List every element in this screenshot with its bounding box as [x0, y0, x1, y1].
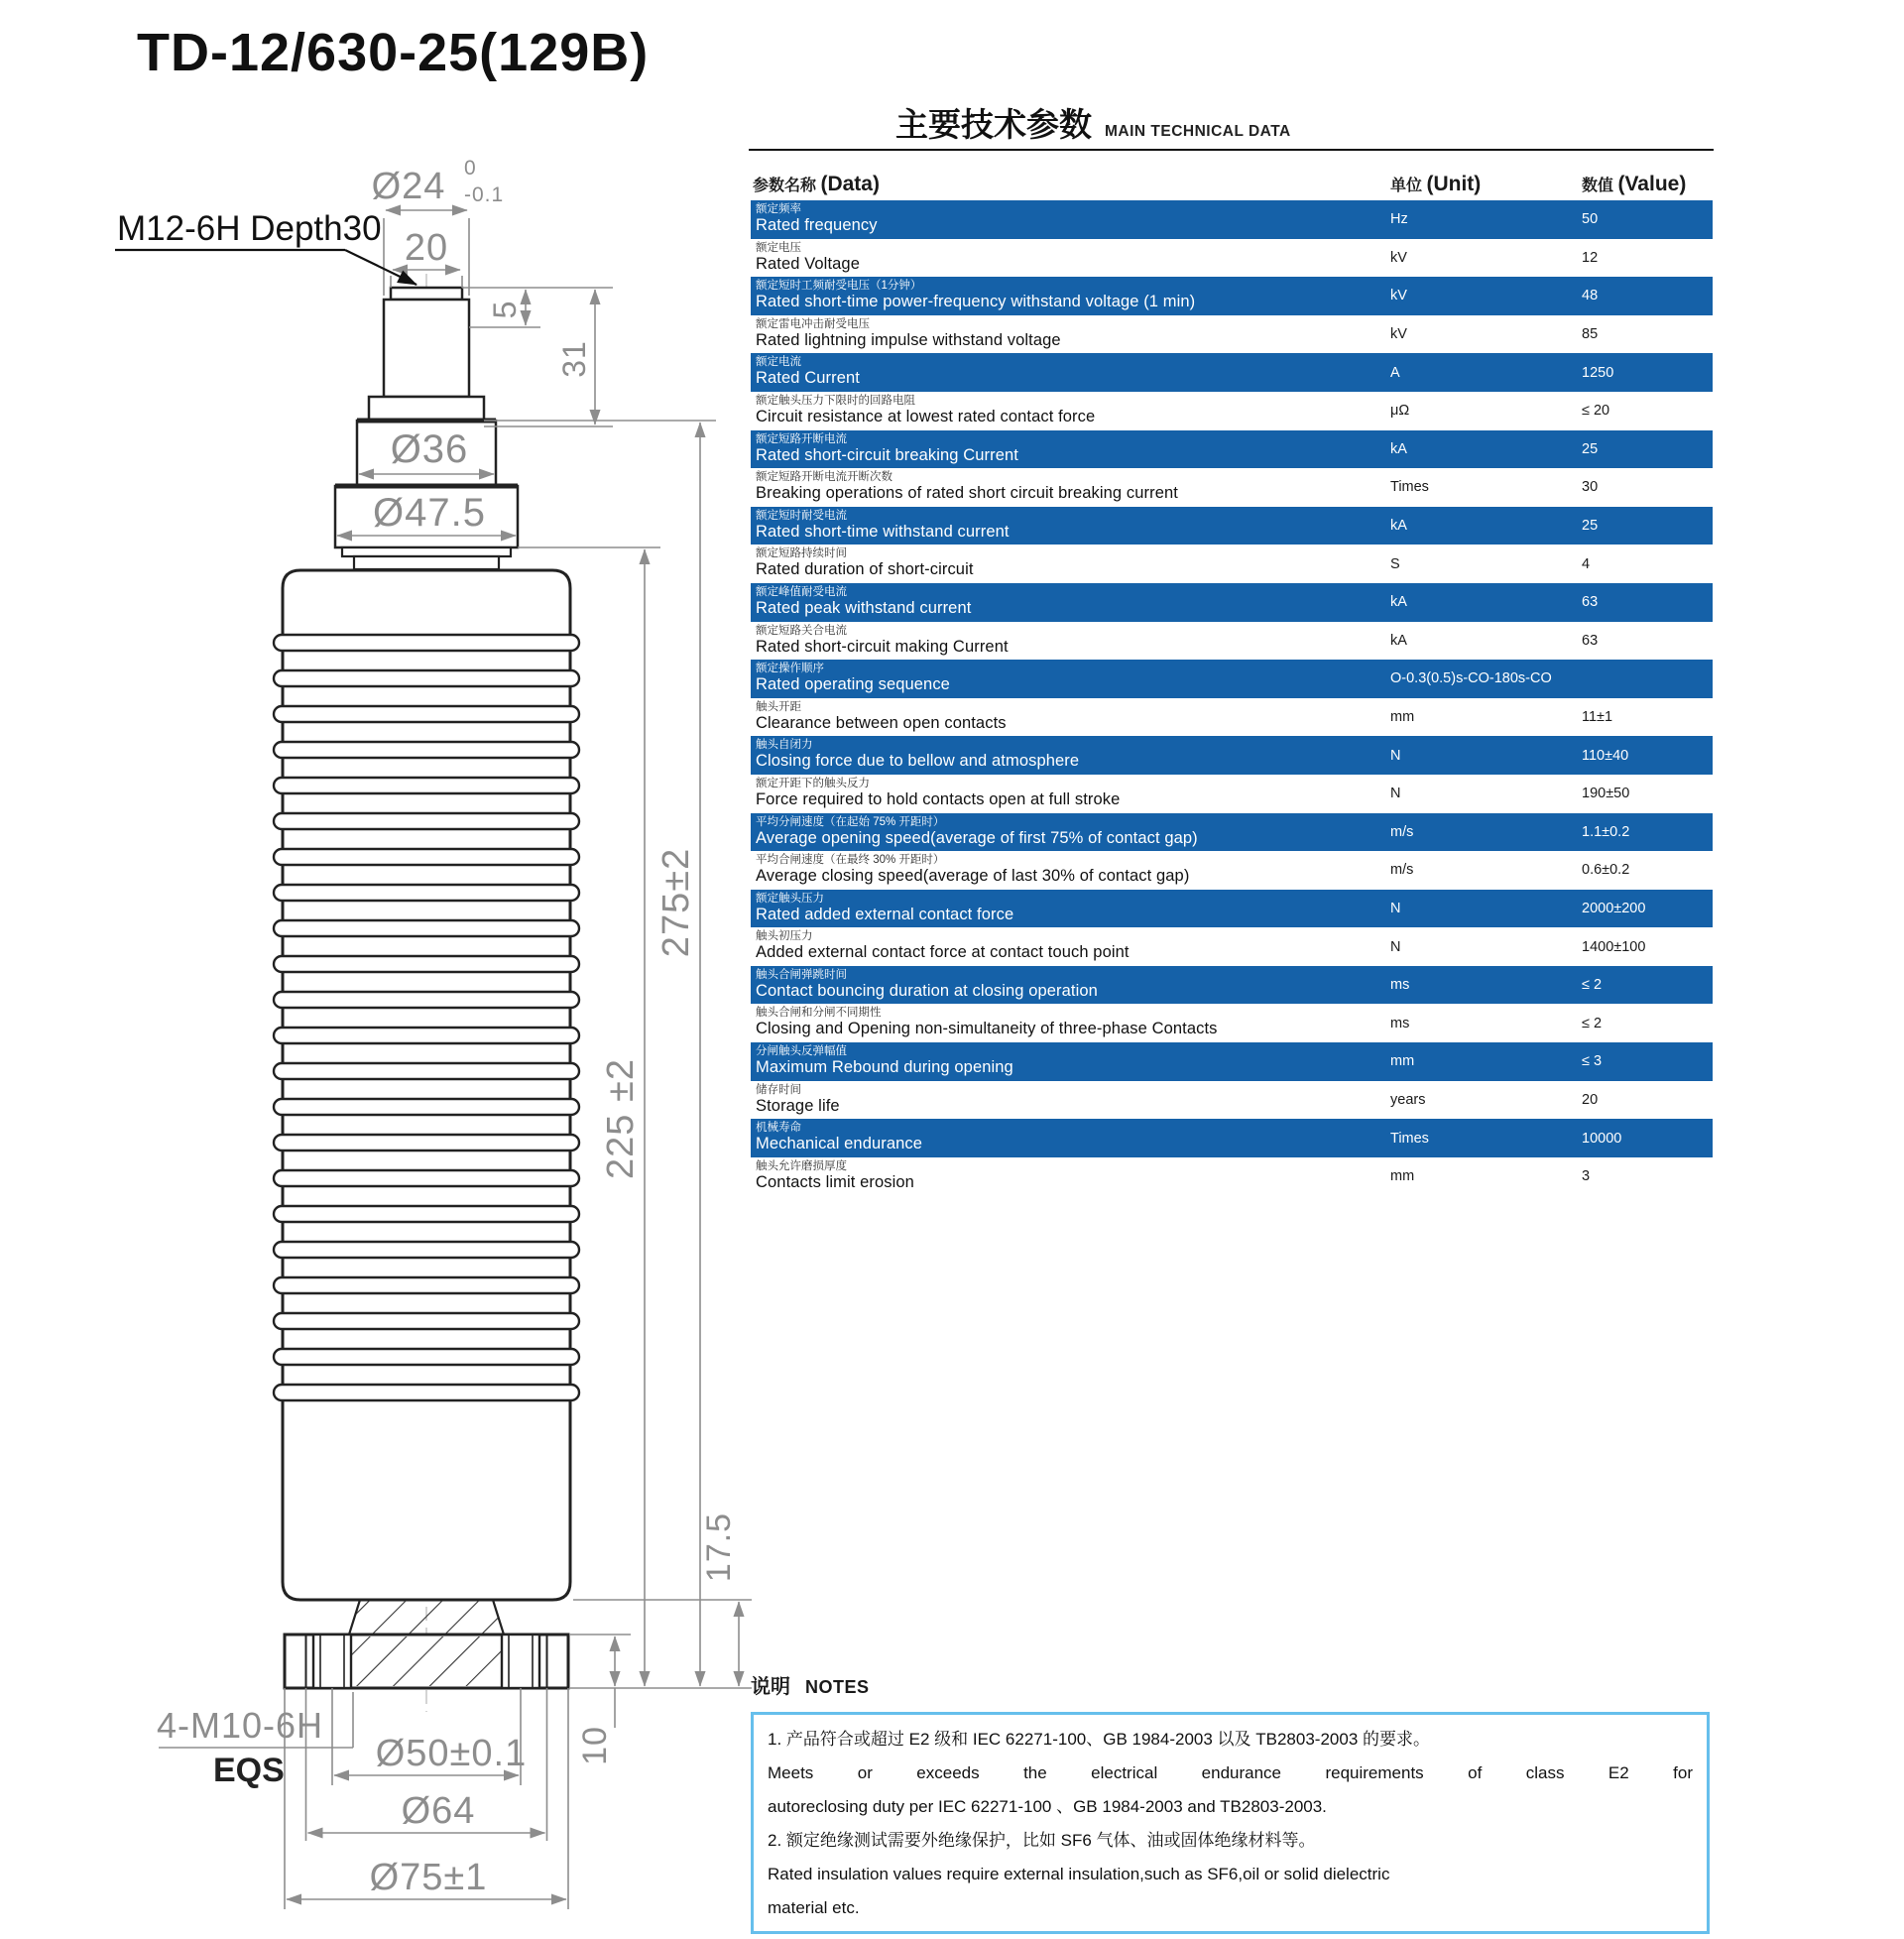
parameter-value: 110±40	[1582, 747, 1629, 764]
parameter-value: 25	[1582, 518, 1599, 535]
dim-label-5: 5	[487, 300, 523, 319]
parameter-unit: kA	[1390, 632, 1407, 649]
table-row	[751, 200, 1713, 239]
parameter-value: 50	[1582, 211, 1599, 228]
parameter-name: 额定操作顺序 Rated operating sequence	[756, 663, 950, 694]
table-row	[751, 622, 1713, 661]
table-row	[751, 468, 1713, 507]
parameter-name: 额定短路开断电流 Rated short-circuit breaking Current	[756, 432, 1018, 464]
table-row	[751, 277, 1713, 315]
parameter-unit: kA	[1390, 440, 1407, 457]
parameter-name: 触头自闭力 Closing force due to bellow and atmosphere	[756, 739, 1080, 771]
table-rows	[751, 200, 1713, 1195]
dim-label-17-5: 17.5	[700, 1512, 738, 1583]
table-row	[751, 736, 1713, 775]
parameter-value: 4	[1582, 555, 1591, 572]
table-row	[751, 927, 1713, 966]
table-row	[751, 813, 1713, 852]
parameter-value: 1250	[1582, 364, 1614, 381]
parameter-name: 触头初压力 Added external contact force at contact touch point	[756, 930, 1130, 962]
parameter-name: 额定短时工频耐受电压（1分钟） Rated short-time power-frequency withstand voltage (1 min)	[756, 280, 1196, 311]
table-row	[751, 507, 1713, 545]
parameter-value: ≤ 20	[1582, 403, 1610, 420]
parameter-unit: kV	[1390, 326, 1407, 343]
parameter-value: 85	[1582, 326, 1599, 343]
table-row	[751, 392, 1713, 430]
parameter-name: 额定触头压力下限时的回路电阻 Circuit resistance at lowest rated contact force	[756, 394, 1096, 425]
column-header-value: 数值 (Value)	[1582, 173, 1687, 195]
parameter-value: 1400±100	[1582, 938, 1646, 955]
parameter-unit: kV	[1390, 249, 1407, 266]
parameter-value: 11±1	[1582, 709, 1613, 726]
parameter-name: 额定触头压力 Rated added external contact force	[756, 892, 1014, 923]
parameter-unit: ms	[1390, 1015, 1410, 1031]
heading-rule	[749, 149, 1714, 151]
table-row	[751, 966, 1713, 1005]
table-row	[751, 890, 1713, 928]
parameter-unit: Times	[1390, 479, 1429, 496]
table-row	[751, 353, 1713, 392]
parameter-value: 63	[1582, 594, 1599, 611]
dim-label-dia24-tol-bottom: -0.1	[464, 183, 505, 206]
parameter-name: 分闸触头反弹幅值 Maximum Rebound during opening	[756, 1045, 1013, 1077]
parameter-value: 2000±200	[1582, 900, 1646, 916]
note-line: 2. 额定绝缘测试需要外绝缘保护，比如 SF6 气体、油或固体绝缘材料等。	[768, 1831, 1316, 1850]
parameter-unit: m/s	[1390, 862, 1414, 879]
table-header	[751, 157, 1713, 200]
table-row	[751, 1157, 1713, 1196]
parameter-name: 额定开距下的触头反力 Force required to hold contacts open at full stroke	[756, 777, 1121, 808]
parameter-unit: Times	[1390, 1130, 1429, 1147]
table-row	[751, 851, 1713, 890]
m12-callout	[115, 209, 416, 285]
dim-label-dia64: Ø64	[401, 1790, 476, 1832]
note-line: Meets or exceeds the electrical endurance requirements of class E2 for	[768, 1763, 1693, 1782]
parameter-unit: mm	[1390, 1168, 1415, 1185]
heading-zh: 主要技术参数	[895, 106, 1092, 143]
dim-label-dia24: Ø24	[371, 166, 446, 207]
parameter-value: 1.1±0.2	[1582, 823, 1630, 840]
table-row	[751, 545, 1713, 583]
note-line: Rated insulation values require external insulation,such as SF6,oil or solid dielectric	[768, 1865, 1390, 1883]
parameter-name: 额定频率 Rated frequency	[756, 203, 878, 234]
dim-label-dia47-5: Ø47.5	[373, 491, 486, 535]
dim-label-275: 275±2	[655, 847, 697, 958]
parameter-value: ≤ 3	[1582, 1053, 1603, 1070]
dim-label-dia24-tol-top: 0	[464, 157, 477, 180]
dim-label-225: 225 ±2	[600, 1058, 642, 1179]
parameter-name: 额定短路开断电流开断次数 Breaking operations of rated short circuit breaking current	[756, 471, 1178, 503]
bolt-callout-line2: EQS	[213, 1752, 285, 1789]
parameter-name: 额定短时耐受电流 Rated short-time withstand current	[756, 509, 1010, 541]
notes-label: 说明 NOTES	[751, 1676, 870, 1698]
table-row	[751, 1042, 1713, 1081]
table-row	[751, 1004, 1713, 1042]
parameter-value: 190±50	[1582, 786, 1630, 802]
parameter-name: 平均分闸速度（在起始 75% 开距时） Average opening speed(average of first 75% of contact gap)	[756, 815, 1198, 847]
column-header-unit: 单位 (Unit)	[1390, 173, 1482, 195]
parameter-name: 触头允许磨损厚度 Contacts limit erosion	[756, 1159, 914, 1191]
parameter-unit: years	[1390, 1091, 1426, 1108]
table-row	[751, 1081, 1713, 1120]
parameter-unit: N	[1390, 900, 1401, 916]
bolt-callout-line1: 4-M10-6H	[157, 1705, 324, 1746]
note-line: material etc.	[768, 1898, 860, 1917]
table-row	[751, 775, 1713, 813]
parameter-name: 额定电压 Rated Voltage	[756, 241, 860, 273]
parameter-value: 0.6±0.2	[1582, 862, 1630, 879]
parameter-unit: ms	[1390, 977, 1410, 994]
technical-data-heading	[895, 99, 1291, 146]
dim-label-31: 31	[556, 340, 592, 378]
parameter-value: 10000	[1582, 1130, 1622, 1147]
parameter-name: 额定雷电冲击耐受电压 Rated lightning impulse withstand voltage	[756, 317, 1061, 349]
dim-label-dia36: Ø36	[390, 427, 469, 471]
parameter-unit: A	[1390, 364, 1400, 381]
parameter-unit: O-0.3(0.5)s-CO-180s-CO	[1390, 670, 1552, 687]
parameter-value: ≤ 2	[1582, 977, 1603, 994]
heading-en: MAIN TECHNICAL DATA	[1105, 123, 1291, 140]
parameter-value: ≤ 2	[1582, 1015, 1603, 1031]
parameter-value: 63	[1582, 632, 1599, 649]
dim-label-dia75: Ø75±1	[369, 1857, 488, 1898]
table-row	[751, 315, 1713, 354]
parameter-unit: μΩ	[1390, 403, 1410, 420]
parameter-name: 平均合闸速度（在最终 30% 开距时） Average closing speed(average of last 30% of contact gap)	[756, 854, 1190, 886]
parameter-name: 额定短路关合电流 Rated short-circuit making Current	[756, 624, 1009, 656]
dim-label-20: 20	[404, 227, 449, 269]
dim-label-dia50: Ø50±0.1	[375, 1733, 528, 1774]
note-line: autoreclosing duty per IEC 62271-100 、GB 1984-2003 and TB2803-2003.	[768, 1797, 1327, 1816]
parameter-unit: N	[1390, 938, 1401, 955]
table-row	[751, 430, 1713, 469]
parameter-value: 25	[1582, 440, 1599, 457]
dim-label-10: 10	[576, 1726, 614, 1765]
parameter-name: 额定短路持续时间 Rated duration of short-circuit	[756, 547, 974, 579]
parameter-unit: mm	[1390, 1053, 1415, 1070]
parameter-name: 触头合闸弹跳时间 Contact bouncing duration at closing operation	[756, 968, 1098, 1000]
parameter-unit: N	[1390, 747, 1401, 764]
parameter-name: 储存时间 Storage life	[756, 1083, 840, 1115]
svg-text:M12-6H Depth30: M12-6H Depth30	[117, 209, 382, 248]
table-row	[751, 660, 1713, 698]
table-row	[751, 583, 1713, 622]
parameter-name: 额定峰值耐受电流 Rated peak withstand current	[756, 585, 972, 617]
parameter-value: 48	[1582, 288, 1599, 304]
page-title: TD-12/630-25(129B)	[137, 23, 650, 82]
table-row	[751, 1119, 1713, 1157]
parameter-name: 额定电流 Rated Current	[756, 356, 860, 388]
parameter-name: 机械寿命 Mechanical endurance	[756, 1122, 923, 1153]
parameter-value: 3	[1582, 1168, 1591, 1185]
parameter-value: 20	[1582, 1091, 1599, 1108]
parameter-unit: m/s	[1390, 823, 1414, 840]
parameter-unit: kA	[1390, 518, 1407, 535]
note-line: 1. 产品符合或超过 E2 级和 IEC 62271-100、GB 1984-2003 以及 TB2803-2003 的要求。	[768, 1730, 1430, 1749]
parameter-name: 触头开距 Clearance between open contacts	[756, 700, 1007, 732]
table-row	[751, 698, 1713, 737]
parameter-unit: kV	[1390, 288, 1407, 304]
parameter-unit: S	[1390, 555, 1400, 572]
parameter-name: 触头合闸和分闸不同期性 Closing and Opening non-simultaneity of three-phase Contacts	[756, 1007, 1218, 1038]
parameter-unit: N	[1390, 786, 1401, 802]
notes-box	[751, 1712, 1710, 1934]
table-row	[751, 239, 1713, 278]
parameter-unit: Hz	[1390, 211, 1408, 228]
parameter-unit: mm	[1390, 709, 1415, 726]
parameter-value: 30	[1582, 479, 1599, 496]
parameter-value: 12	[1582, 249, 1599, 266]
parameter-unit: kA	[1390, 594, 1407, 611]
technical-drawing	[0, 0, 754, 1939]
column-header-data: 参数名称 (Data)	[753, 173, 880, 195]
